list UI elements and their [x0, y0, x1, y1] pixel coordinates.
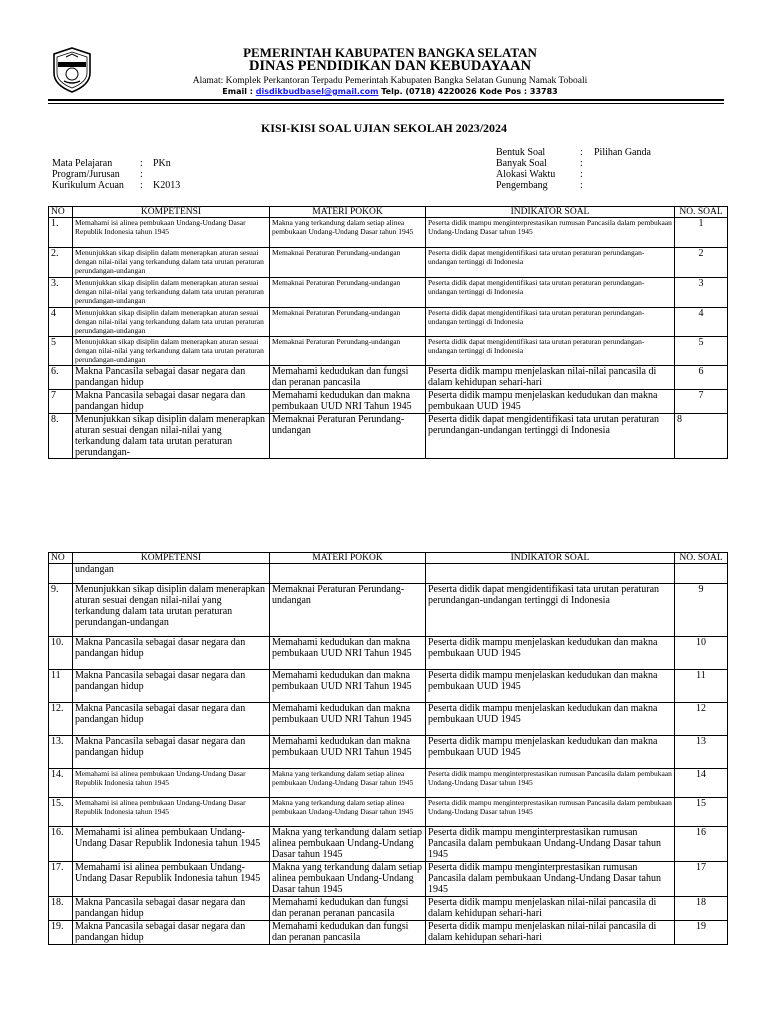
cell-soal: 18	[675, 897, 728, 921]
cell-kompetensi: Memahami isi alinea pembukaan Undang-Undang Dasar Republik Indonesia tahun 1945	[73, 798, 270, 827]
grid-table-2	[48, 552, 728, 945]
cell-no: 2.	[49, 248, 73, 278]
header-contact	[170, 87, 610, 96]
cell-no	[49, 564, 73, 584]
cell-soal: 9	[675, 584, 728, 637]
cell-indikator: Peserta didik mampu menginterprestasikan rumusan Pancasila dalam pembukaan Undang-Undang Dasar tahun 1945	[426, 769, 675, 798]
cell-indikator: Peserta didik mampu menjelaskan kedudukan dan makna pembukaan UUD 1945	[426, 703, 675, 736]
meta-colon: :	[580, 180, 583, 191]
header-address: Alamat: Komplek Perkantoran Terpadu Pemerintah Kabupaten Bangka Selatan Gunung Namak Toboali	[192, 76, 588, 86]
cell-soal: 13	[675, 736, 728, 769]
cell-soal: 11	[675, 670, 728, 703]
table-row	[49, 921, 728, 945]
meta-row	[496, 147, 651, 158]
cell-materi: Makna yang terkandung dalam setiap alinea pembukaan Undang-Undang Dasar tahun 1945	[270, 218, 426, 248]
cell-no: 4	[49, 308, 73, 337]
cell-kompetensi: Memahami isi alinea pembukaan Undang-Undang Dasar Republik Indonesia tahun 1945	[73, 218, 270, 248]
table-row	[49, 366, 728, 390]
meta-value: Pilihan Ganda	[594, 147, 651, 158]
col-indikator: INDIKATOR SOAL	[426, 553, 675, 564]
table-row	[49, 248, 728, 278]
cell-no: 12.	[49, 703, 73, 736]
meta-row	[496, 180, 651, 191]
header-rule-thin	[48, 103, 724, 104]
table-header-row	[49, 553, 728, 564]
cell-no: 13.	[49, 736, 73, 769]
cell-kompetensi: Makna Pancasila sebagai dasar negara dan pandangan hidup	[73, 670, 270, 703]
table-row	[49, 390, 728, 414]
cell-soal: 14	[675, 769, 728, 798]
header-government: PEMERINTAH KABUPATEN BANGKA SELATAN	[243, 45, 537, 60]
table-row	[49, 670, 728, 703]
cell-indikator: Peserta didik mampu menjelaskan kedudukan dan makna pembukaan UUD 1945	[426, 390, 675, 414]
meta-right	[496, 147, 651, 191]
meta-row	[52, 158, 180, 169]
meta-colon: :	[580, 158, 583, 169]
col-kompetensi: KOMPETENSI	[73, 207, 270, 218]
meta-row	[52, 169, 180, 180]
cell-materi: Memaknai Peraturan Perundang-undangan	[270, 584, 426, 637]
cell-soal: 4	[675, 308, 728, 337]
col-kompetensi: KOMPETENSI	[73, 553, 270, 564]
cell-kompetensi: Makna Pancasila sebagai dasar negara dan pandangan hidup	[73, 897, 270, 921]
meta-colon: :	[140, 180, 143, 191]
cell-kompetensi: Makna Pancasila sebagai dasar negara dan pandangan hidup	[73, 736, 270, 769]
cell-no: 17.	[49, 862, 73, 897]
cell-materi: Memahami kedudukan dan fungsi dan peranan pancasila	[270, 921, 426, 945]
cell-materi: Memaknai Peraturan Perundang-undangan	[270, 337, 426, 366]
cell-materi: Memaknai Peraturan Perundang-undangan	[270, 278, 426, 308]
cell-materi: Memaknai Peraturan Perundang-undangan	[270, 414, 426, 459]
cell-materi: Makna yang terkandung dalam setiap alinea pembukaan Undang-Undang Dasar tahun 1945	[270, 827, 426, 862]
cell-no: 14.	[49, 769, 73, 798]
cell-no: 8.	[49, 414, 73, 459]
table-row	[49, 736, 728, 769]
cell-materi: Memaknai Peraturan Perundang-undangan	[270, 308, 426, 337]
meta-value: PKn	[153, 158, 171, 169]
table-row	[49, 564, 728, 584]
cell-materi: Memahami kedudukan dan fungsi dan peranan peranan pancasila	[270, 897, 426, 921]
cell-kompetensi: Menunjukkan sikap disiplin dalam menerapkan aturan sesuai dengan nilai-nilai yang terkandung dalam tata urutan peraturan perundangan-	[73, 414, 270, 459]
table-row	[49, 584, 728, 637]
cell-indikator: Peserta didik mampu menginterprestasikan rumusan Pancasila dalam pembukaan Undang-Undang Dasar tahun 1945	[426, 862, 675, 897]
cell-indikator: Peserta didik dapat mengidentifikasi tata urutan peraturan perundangan-undangan tertinggi di Indonesia	[426, 414, 675, 459]
cell-no: 16.	[49, 827, 73, 862]
meta-key: Pengembang	[496, 180, 548, 191]
col-no-soal: NO. SOAL	[675, 553, 728, 564]
table-row	[49, 637, 728, 670]
meta-colon: :	[140, 169, 143, 180]
cell-materi: Memahami kedudukan dan makna pembukaan UUD NRI Tahun 1945	[270, 736, 426, 769]
email-label: Email :	[222, 87, 256, 96]
cell-indikator: Peserta didik mampu menjelaskan kedudukan dan makna pembukaan UUD 1945	[426, 670, 675, 703]
meta-key: Bentuk Soal	[496, 147, 546, 158]
cell-materi	[270, 564, 426, 584]
cell-no: 18.	[49, 897, 73, 921]
table-row	[49, 414, 728, 459]
cell-kompetensi: Makna Pancasila sebagai dasar negara dan pandangan hidup	[73, 703, 270, 736]
cell-kompetensi: Memahami isi alinea pembukaan Undang-Undang Dasar Republik Indonesia tahun 1945	[73, 827, 270, 862]
table-row	[49, 218, 728, 248]
cell-soal: 15	[675, 798, 728, 827]
meta-row	[496, 158, 651, 169]
email-link[interactable]: disdikbudbasel@gmail.com	[255, 87, 379, 96]
grid-table-1	[48, 206, 728, 459]
cell-soal: 6	[675, 366, 728, 390]
cell-kompetensi: Menunjukkan sikap disiplin dalam menerapkan aturan sesuai dengan nilai-nilai yang terkandung dalam tata urutan peraturan perundangan-undangan	[73, 278, 270, 308]
cell-indikator: Peserta didik dapat mengidentifikasi tata urutan peraturan perundangan-undangan tertinggi di Indonesia	[426, 584, 675, 637]
table-row	[49, 308, 728, 337]
col-no-soal: NO. SOAL	[675, 207, 728, 218]
meta-colon: :	[580, 147, 583, 158]
meta-key: Banyak Soal	[496, 158, 547, 169]
meta-colon: :	[580, 169, 583, 180]
regency-emblem-icon	[52, 47, 92, 93]
meta-row	[496, 169, 651, 180]
cell-soal	[675, 564, 728, 584]
cell-soal: 1	[675, 218, 728, 248]
meta-colon: :	[140, 158, 143, 169]
cell-indikator: Peserta didik dapat mengidentifikasi tata urutan peraturan perundangan-undangan tertinggi di Indonesia	[426, 278, 675, 308]
table-row	[49, 798, 728, 827]
cell-soal: 3	[675, 278, 728, 308]
cell-kompetensi: Memahami isi alinea pembukaan Undang-Undang Dasar Republik Indonesia tahun 1945	[73, 769, 270, 798]
cell-soal: 5	[675, 337, 728, 366]
cell-materi: Memahami kedudukan dan fungsi dan peranan pancasila	[270, 366, 426, 390]
table-row	[49, 703, 728, 736]
meta-key: Program/Jurusan	[52, 169, 120, 180]
meta-key: Kurikulum Acuan	[52, 180, 124, 191]
cell-soal: 17	[675, 862, 728, 897]
table-row	[49, 862, 728, 897]
meta-value: K2013	[153, 180, 181, 191]
cell-soal: 12	[675, 703, 728, 736]
cell-materi: Memahami kedudukan dan makna pembukaan UUD NRI Tahun 1945	[270, 390, 426, 414]
cell-no: 1.	[49, 218, 73, 248]
cell-materi: Makna yang terkandung dalam setiap alinea pembukaan Undang-Undang Dasar tahun 1945	[270, 862, 426, 897]
cell-no: 7	[49, 390, 73, 414]
cell-soal: 8	[675, 414, 728, 459]
cell-materi: Memahami kedudukan dan makna pembukaan UUD NRI Tahun 1945	[270, 670, 426, 703]
cell-materi: Memahami kedudukan dan makna pembukaan UUD NRI Tahun 1945	[270, 637, 426, 670]
cell-indikator: Peserta didik mampu menjelaskan nilai-nilai pancasila di dalam kehidupan sehari-hari	[426, 366, 675, 390]
cell-indikator: Peserta didik dapat mengidentifikasi tata urutan peraturan perundangan-undangan tertinggi di Indonesia	[426, 248, 675, 278]
cell-indikator: Peserta didik mampu menjelaskan kedudukan dan makna pembukaan UUD 1945	[426, 736, 675, 769]
document-title: KISI-KISI SOAL UJIAN SEKOLAH 2023/2024	[260, 121, 508, 135]
table-row	[49, 769, 728, 798]
meta-left	[52, 158, 180, 191]
cell-no: 11	[49, 670, 73, 703]
contact-info: Telp. (0718) 4220026 Kode Pos : 33783	[378, 87, 558, 96]
cell-kompetensi: Menunjukkan sikap disiplin dalam menerapkan aturan sesuai dengan nilai-nilai yang terkandung dalam tata urutan peraturan perundangan-undangan	[73, 308, 270, 337]
cell-kompetensi: undangan	[73, 564, 270, 584]
cell-kompetensi: Menunjukkan sikap disiplin dalam menerapkan aturan sesuai dengan nilai-nilai yang terkandung dalam tata urutan peraturan perundangan-undangan	[73, 248, 270, 278]
cell-no: 3.	[49, 278, 73, 308]
cell-kompetensi: Makna Pancasila sebagai dasar negara dan pandangan hidup	[73, 637, 270, 670]
col-indikator: INDIKATOR SOAL	[426, 207, 675, 218]
cell-indikator: Peserta didik dapat mengidentifikasi tata urutan peraturan perundangan-undangan tertinggi di Indonesia	[426, 337, 675, 366]
header-department: DINAS PENDIDIKAN DAN KEBUDAYAAN	[248, 58, 532, 74]
cell-indikator: Peserta didik mampu menjelaskan kedudukan dan makna pembukaan UUD 1945	[426, 637, 675, 670]
cell-kompetensi: Memahami isi alinea pembukaan Undang-Undang Dasar Republik Indonesia tahun 1945	[73, 862, 270, 897]
meta-row	[52, 180, 180, 191]
cell-indikator: Peserta didik mampu menginterprestasikan rumusan Pancasila dalam pembukaan Undang-Undang Dasar tahun 1945	[426, 218, 675, 248]
cell-indikator: Peserta didik mampu menginterprestasikan rumusan Pancasila dalam pembukaan Undang-Undang Dasar tahun 1945	[426, 798, 675, 827]
cell-soal: 16	[675, 827, 728, 862]
cell-soal: 2	[675, 248, 728, 278]
cell-no: 15.	[49, 798, 73, 827]
table-row	[49, 337, 728, 366]
cell-indikator: Peserta didik mampu menjelaskan nilai-nilai pancasila di dalam kehidupan sehari-hari	[426, 897, 675, 921]
cell-no: 19.	[49, 921, 73, 945]
table-row	[49, 278, 728, 308]
cell-no: 5	[49, 337, 73, 366]
cell-kompetensi: Menunjukkan sikap disiplin dalam menerapkan aturan sesuai dengan nilai-nilai yang terkandung dalam tata urutan peraturan perundangan-undangan	[73, 337, 270, 366]
meta-key: Mata Pelajaran	[52, 158, 113, 169]
col-materi: MATERI POKOK	[270, 553, 426, 564]
table-header-row	[49, 207, 728, 218]
header-rule-thick	[48, 99, 724, 101]
cell-materi: Memahami kedudukan dan makna pembukaan UUD NRI Tahun 1945	[270, 703, 426, 736]
cell-indikator: Peserta didik mampu menginterprestasikan rumusan Pancasila dalam pembukaan Undang-Undang Dasar tahun 1945	[426, 827, 675, 862]
cell-soal: 7	[675, 390, 728, 414]
table-row	[49, 897, 728, 921]
col-no: NO	[49, 553, 73, 564]
cell-indikator	[426, 564, 675, 584]
cell-soal: 10	[675, 637, 728, 670]
col-no: NO	[49, 207, 73, 218]
cell-kompetensi: Menunjukkan sikap disiplin dalam menerapkan aturan sesuai dengan nilai-nilai yang terkandung dalam tata urutan peraturan perundangan-undangan	[73, 584, 270, 637]
cell-no: 6.	[49, 366, 73, 390]
cell-kompetensi: Makna Pancasila sebagai dasar negara dan pandangan hidup	[73, 366, 270, 390]
cell-materi: Makna yang terkandung dalam setiap alinea pembukaan Undang-Undang Dasar tahun 1945	[270, 769, 426, 798]
cell-materi: Memaknai Peraturan Perundang-undangan	[270, 248, 426, 278]
cell-no: 10.	[49, 637, 73, 670]
col-materi: MATERI POKOK	[270, 207, 426, 218]
cell-materi: Makna yang terkandung dalam setiap alinea pembukaan Undang-Undang Dasar tahun 1945	[270, 798, 426, 827]
cell-kompetensi: Makna Pancasila sebagai dasar negara dan pandangan hidup	[73, 921, 270, 945]
cell-no: 9.	[49, 584, 73, 637]
cell-kompetensi: Makna Pancasila sebagai dasar negara dan pandangan hidup	[73, 390, 270, 414]
meta-key: Alokasi Waktu	[496, 169, 556, 180]
table-row	[49, 827, 728, 862]
cell-indikator: Peserta didik dapat mengidentifikasi tata urutan peraturan perundangan-undangan tertinggi di Indonesia	[426, 308, 675, 337]
cell-indikator: Peserta didik mampu menjelaskan nilai-nilai pancasila di dalam kehidupan sehari-hari	[426, 921, 675, 945]
cell-soal: 19	[675, 921, 728, 945]
